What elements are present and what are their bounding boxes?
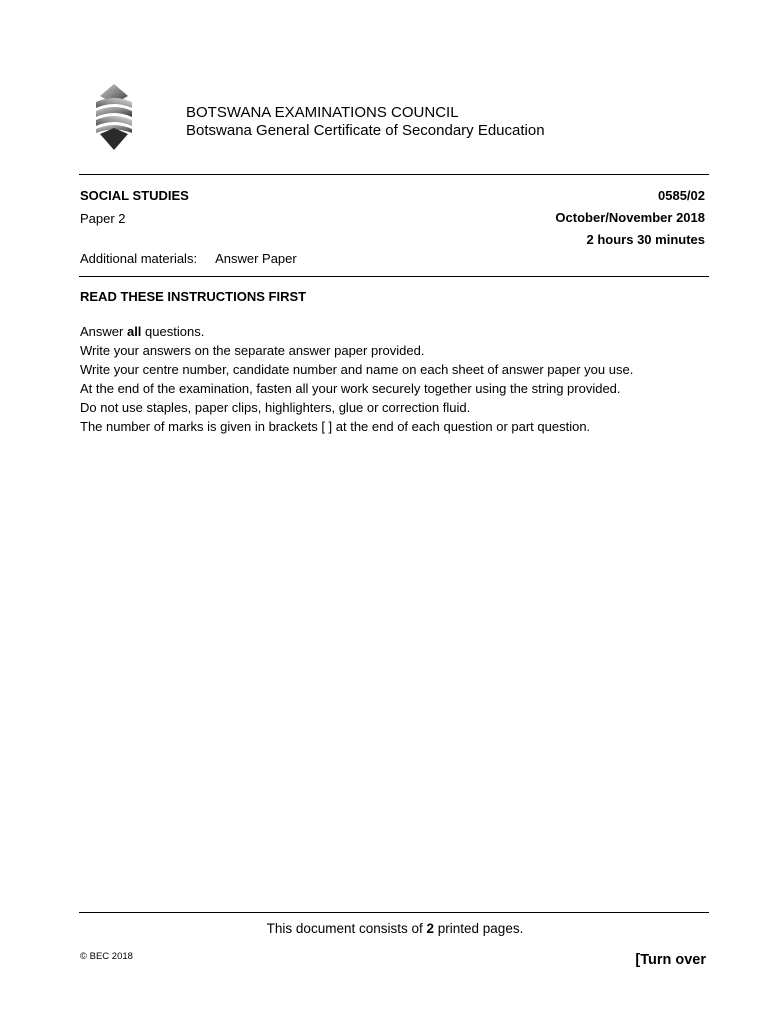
divider-top (79, 174, 709, 175)
instruction-item: At the end of the examination, fasten all your work securely together using the string provided. (80, 381, 621, 396)
exam-session: October/November 2018 (555, 210, 705, 225)
exam-code: 0585/02 (658, 188, 705, 203)
instruction-item: Answer all questions. (80, 324, 205, 339)
materials-label: Additional materials: (80, 251, 198, 266)
divider-bottom (79, 912, 709, 913)
turn-over-label: [Turn over (635, 952, 706, 968)
org-name: BOTSWANA EXAMINATIONS COUNCIL (186, 104, 459, 121)
subject-title: SOCIAL STUDIES (80, 188, 189, 203)
additional-materials (80, 251, 297, 266)
instruction-item: Do not use staples, paper clips, highlighters, glue or correction fluid. (80, 400, 471, 415)
instructions-title: READ THESE INSTRUCTIONS FIRST (80, 289, 307, 304)
organization-header (186, 104, 545, 140)
materials-value: Answer Paper (215, 251, 297, 266)
certificate-name: Botswana General Certificate of Secondary Education (186, 122, 545, 139)
paper-number: Paper 2 (80, 211, 126, 226)
emphasis-all: all (126, 324, 142, 339)
bec-logo-icon (88, 82, 140, 152)
instruction-item: Write your answers on the separate answer paper provided. (80, 343, 425, 358)
exam-duration: 2 hours 30 minutes (586, 232, 705, 247)
exam-details (555, 188, 705, 254)
copyright-notice: © BEC 2018 (80, 951, 133, 962)
page-count: 2 (426, 921, 435, 936)
page-count-note: This document consists of 2 printed pages. (266, 921, 524, 936)
instruction-item: The number of marks is given in brackets [ ] at the end of each question or part question. (80, 419, 591, 434)
instruction-item: Write your centre number, candidate number and name on each sheet of answer paper you use. (80, 362, 634, 377)
instructions-list (80, 322, 633, 436)
divider-middle (79, 276, 709, 277)
